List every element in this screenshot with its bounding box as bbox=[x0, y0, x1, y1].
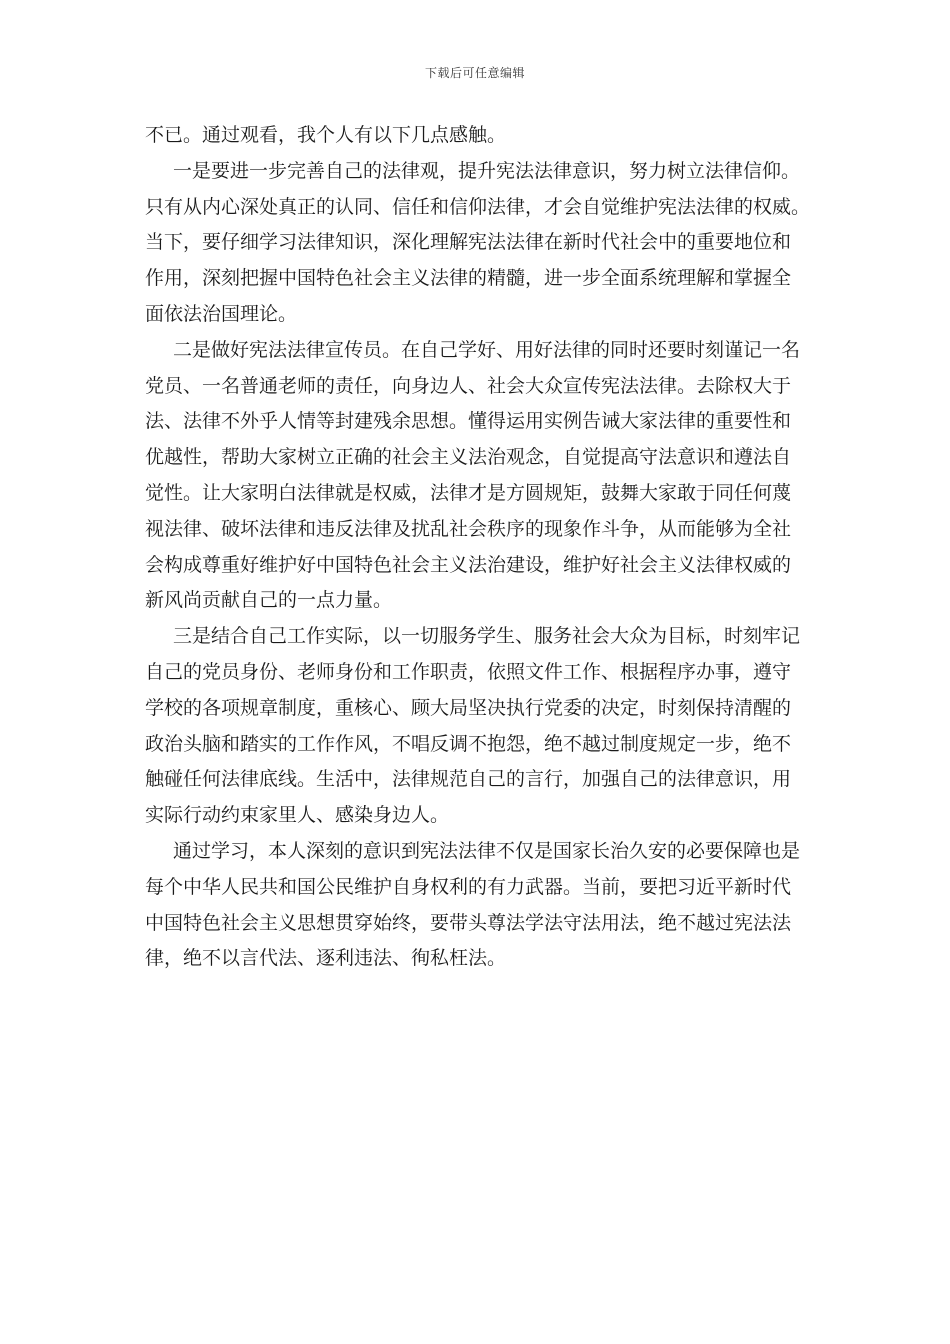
text-line: 中国特色社会主义思想贯穿始终，要带头尊法学法守法用法，绝不越过宪法法 bbox=[145, 911, 792, 934]
text-line: 学校的各项规章制度，重核心、顾大局坚决执行党委的决定，时刻保持清醒的 bbox=[145, 696, 792, 719]
text-line: 实际行动约束家里人、感染身边人。 bbox=[145, 804, 450, 827]
text-line: 会构成尊重好维护好中国特色社会主义法治建设，维护好社会主义法律权威的 bbox=[145, 553, 792, 576]
text-line: 一是要进一步完善自己的法律观，提升宪法法律意识，努力树立法律信仰。 bbox=[173, 159, 801, 182]
text-line: 不已。通过观看，我个人有以下几点感触。 bbox=[145, 124, 507, 146]
text-line: 政治头脑和踏实的工作作风，不唱反调不抱怨，绝不越过制度规定一步，绝不 bbox=[145, 732, 792, 755]
text-line: 觉性。让大家明白法律就是权威，法律才是方圆规矩，鼓舞大家敢于同任何蔑 bbox=[145, 481, 792, 504]
page-header: 下载后可任意编辑 bbox=[424, 66, 525, 80]
text-line: 面依法治国理论。 bbox=[145, 302, 298, 325]
text-line: 党员、一名普通老师的责任，向身边人、社会大众宣传宪法法律。去除权大于 bbox=[145, 374, 792, 397]
text-line: 优越性，帮助大家树立正确的社会主义法治观念，自觉提高守法意识和遵法自 bbox=[145, 446, 792, 469]
text-line: 二是做好宪法法律宣传员。在自己学好、用好法律的同时还要时刻谨记一名 bbox=[173, 338, 801, 361]
text-line: 律，绝不以言代法、逐利违法、徇私枉法。 bbox=[145, 947, 507, 970]
text-line: 三是结合自己工作实际，以一切服务学生、服务社会大众为目标，时刻牢记 bbox=[173, 625, 801, 648]
text-line: 每个中华人民共和国公民维护自身权利的有力武器。当前，要把习近平新时代 bbox=[145, 875, 792, 898]
text-line: 法、法律不外乎人情等封建残余思想。懂得运用实例告诫大家法律的重要性和 bbox=[145, 410, 792, 433]
text-line: 自己的党员身份、老师身份和工作职责，依照文件工作、根据程序办事，遵守 bbox=[145, 660, 792, 683]
text-line: 通过学习，本人深刻的意识到宪法法律不仅是国家长治久安的必要保障也是 bbox=[173, 839, 801, 862]
text-line: 作用，深刻把握中国特色社会主义法律的精髓，进一步全面系统理解和掌握全 bbox=[145, 267, 792, 290]
text-line: 视法律、破坏法律和违反法律及扰乱社会秩序的现象作斗争，从而能够为全社 bbox=[145, 517, 792, 540]
text-line: 触碰任何法律底线。生活中，法律规范自己的言行，加强自己的法律意识，用 bbox=[145, 768, 792, 791]
text-line: 只有从内心深处真正的认同、信任和信仰法律，才会自觉维护宪法法律的权威。 bbox=[145, 195, 811, 218]
text-line: 当下，要仔细学习法律知识，深化理解宪法法律在新时代社会中的重要地位和 bbox=[145, 231, 792, 254]
text-line: 新风尚贡献自己的一点力量。 bbox=[145, 589, 393, 612]
body-text bbox=[145, 118, 815, 977]
